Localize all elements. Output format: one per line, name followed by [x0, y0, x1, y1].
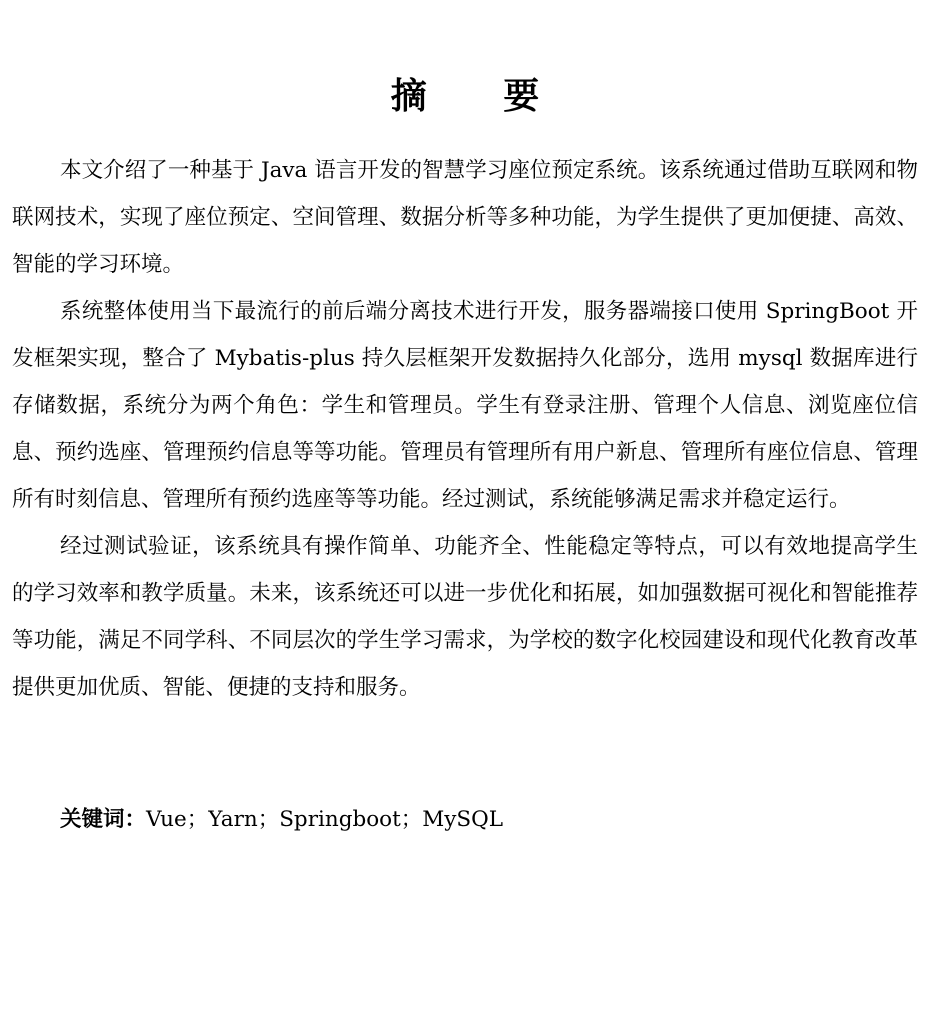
- abstract-paragraph-1: 本文介绍了一种基于 Java 语言开发的智慧学习座位预定系统。该系统通过借助互联网和物联网技术，实现了座位预定、空间管理、数据分析等多种功能，为学生提供了更加便捷、高效、智能的学习环境。: [12, 158, 918, 277]
- abstract-title: 摘 要: [390, 75, 572, 117]
- keywords-line: [60, 797, 503, 843]
- abstract-body: [12, 147, 918, 711]
- keywords-value: Vue；Yarn；Springboot；MySQL: [146, 807, 504, 832]
- abstract-paragraph-3: 经过测试验证，该系统具有操作简单、功能齐全、性能稳定等特点，可以有效地提高学生的学习效率和教学质量。未来，该系统还可以进一步优化和拓展，如加强数据可视化和智能推荐等功能，满足不同学科、不同层次的学生学习需求，为学校的数字化校园建设和现代化教育改革提供更加优质、智能、便捷的支持和服务。: [12, 534, 918, 700]
- abstract-paragraph-2: 系统整体使用当下最流行的前后端分离技术进行开发，服务器端接口使用 SpringBoot 开发框架实现，整合了 Mybatis-plus 持久层框架开发数据持久化部分，选用 mysql 数据库进行存储数据，系统分为两个角色：学生和管理员。学生有登录注册、管理个人信息、浏览座位信息、预约选座、管理预约信息等等功能。管理员有管理所有用户新息、管理所有座位信息、管理所有时刻信息、管理所有预约选座等等功能。经过测试，系统能够满足需求并稳定运行。: [12, 299, 918, 512]
- keywords-label: 关键词：: [60, 807, 147, 832]
